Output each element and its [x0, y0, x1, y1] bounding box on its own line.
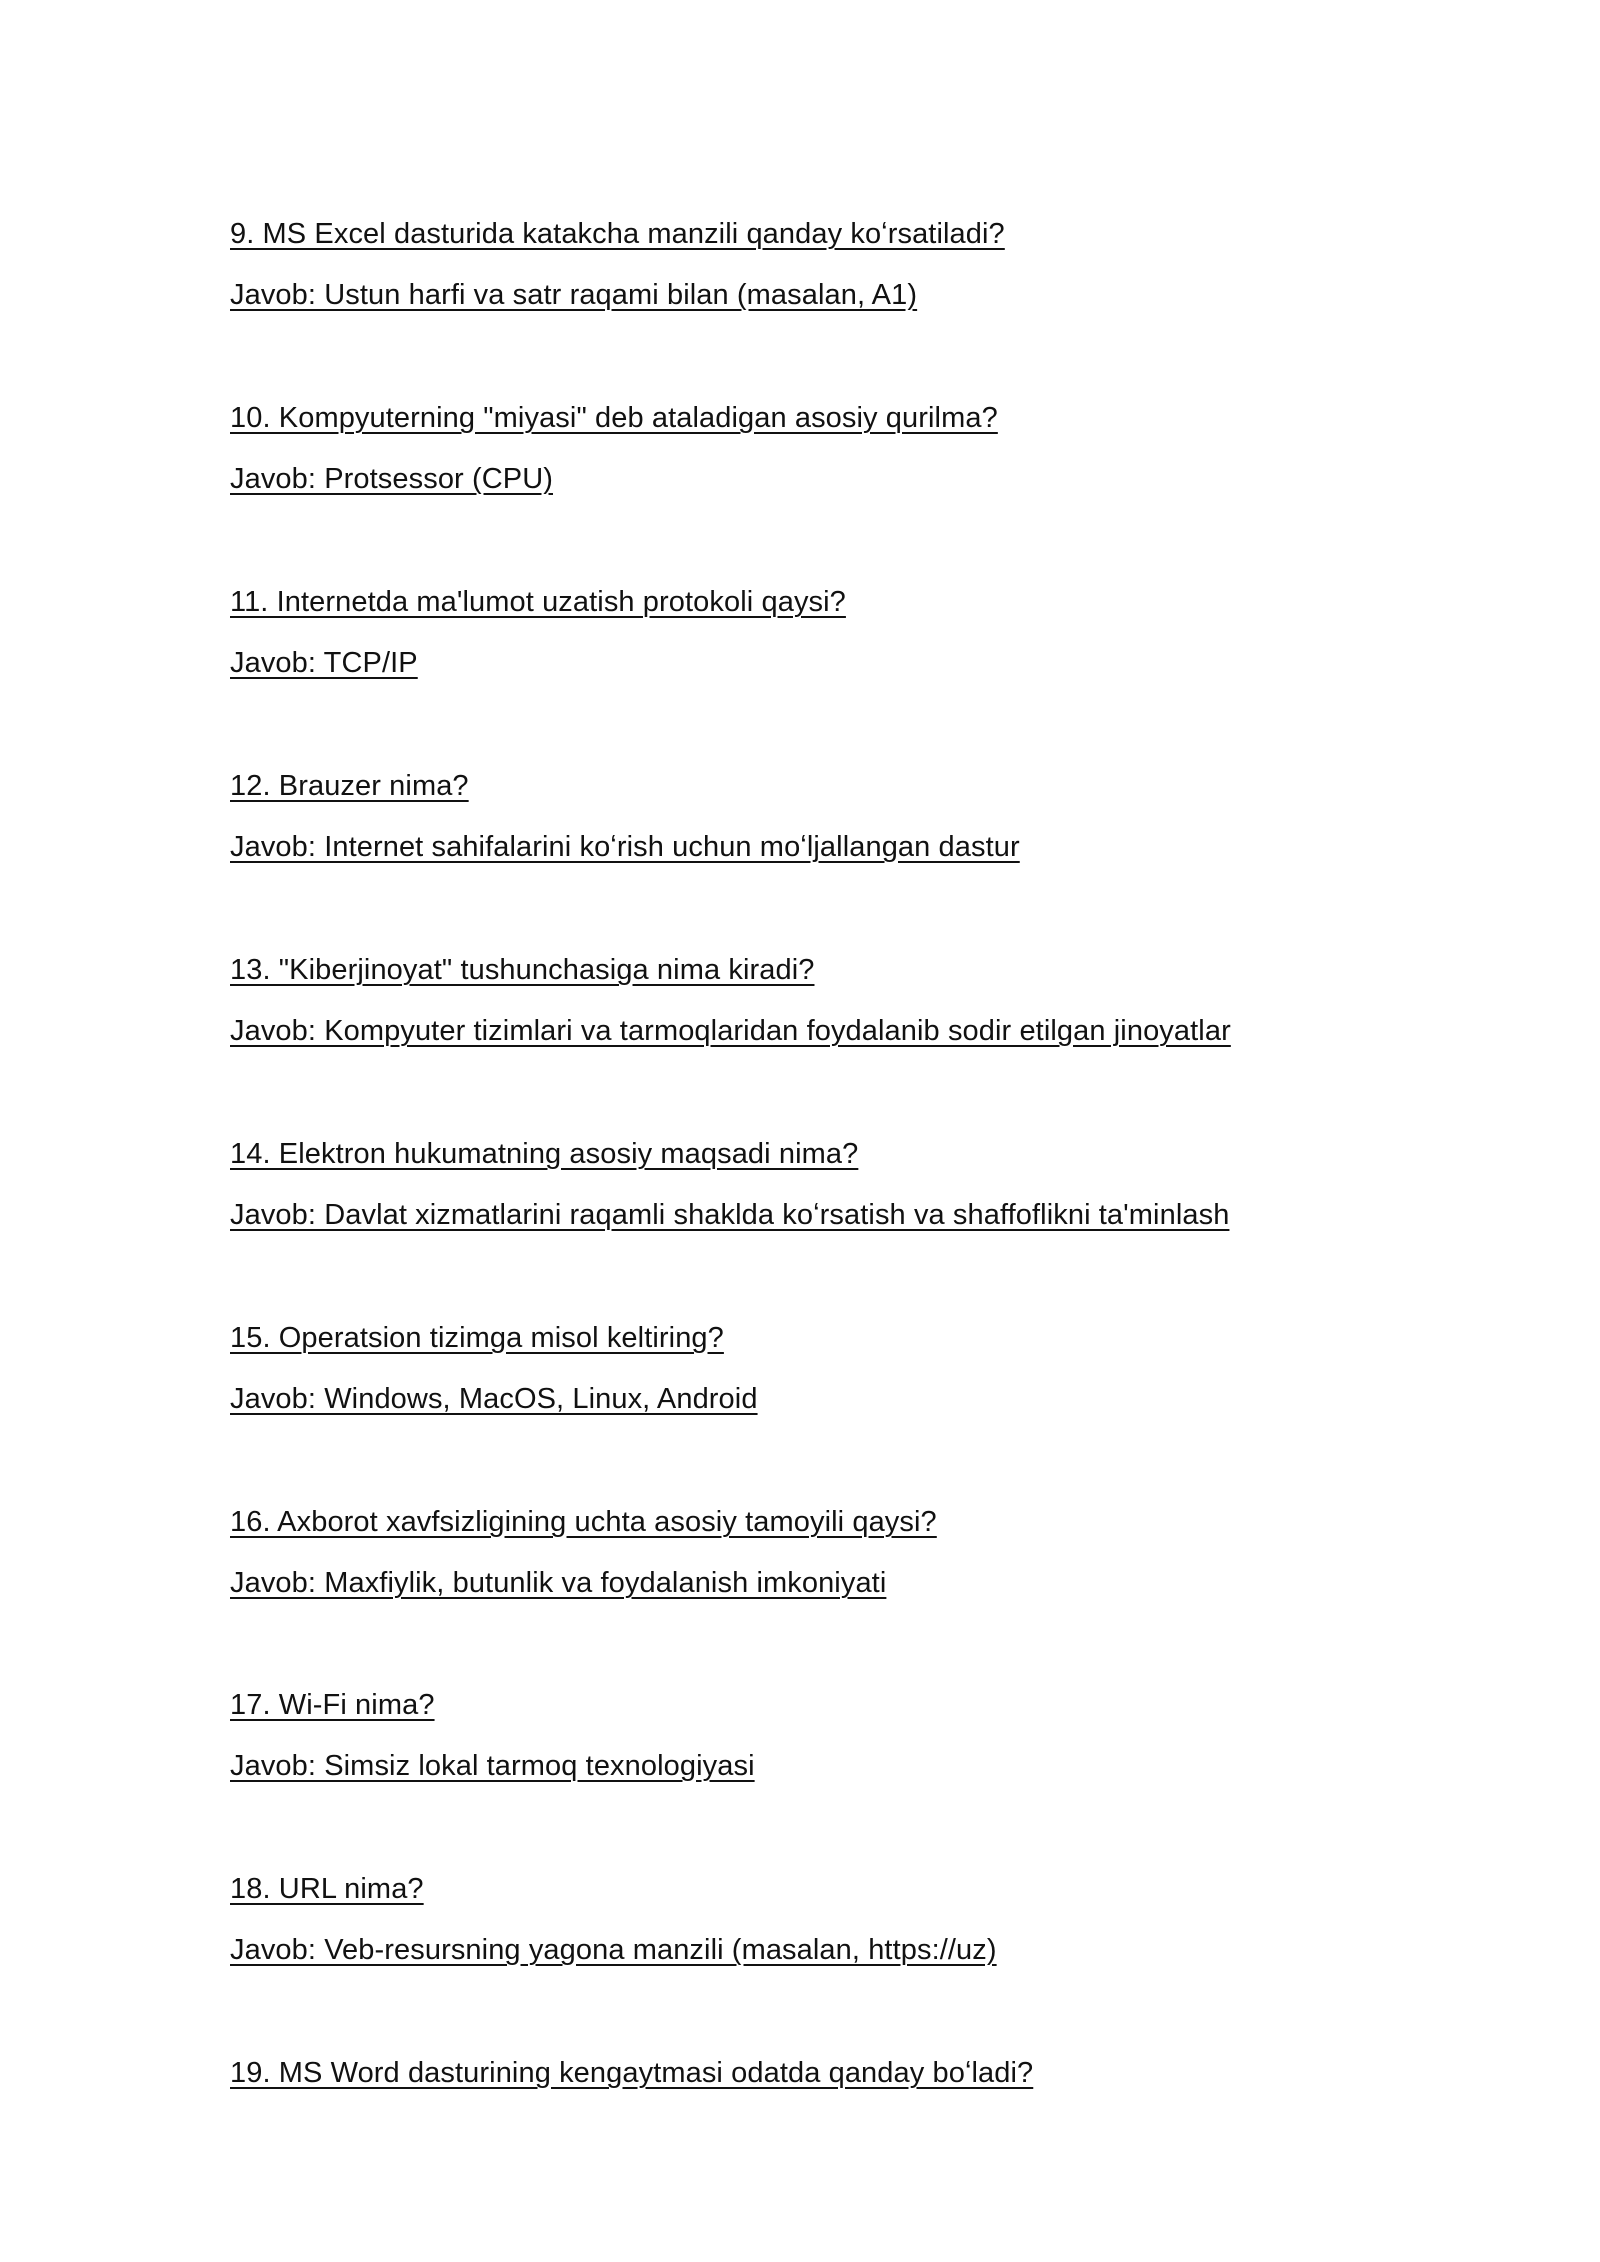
answer-text: Javob: Internet sahifalarini koʻrish uchun moʻljallangan dastur	[230, 831, 1020, 863]
question-text: 13. "Kiberjinoyat" tushunchasiga nima kiradi?	[230, 954, 815, 986]
qa-item-14	[230, 1136, 1370, 1276]
qa-item-11	[230, 584, 1370, 724]
answer-text: Javob: Maxfiylik, butunlik va foydalanish imkoniyati	[230, 1567, 887, 1599]
question-text: 19. MS Word dasturining kengaytmasi odatda qanday boʻladi?	[230, 2057, 1034, 2089]
qa-item-9	[230, 216, 1370, 356]
question-text: 14. Elektron hukumatning asosiy maqsadi nima?	[230, 1138, 859, 1170]
qa-item-15	[230, 1320, 1370, 1460]
answer-text: Javob: Windows, MacOS, Linux, Android	[230, 1383, 758, 1415]
qa-item-13	[230, 952, 1370, 1092]
question-text: 12. Brauzer nima?	[230, 770, 469, 802]
qa-item-18	[230, 1871, 1370, 2011]
answer-text: Javob: Davlat xizmatlarini raqamli shaklda koʻrsatish va shaffoflikni ta'minlash	[230, 1199, 1230, 1231]
question-text: 11. Internetda ma'lumot uzatish protokoli qaysi?	[230, 586, 846, 618]
question-text: 15. Operatsion tizimga misol keltiring?	[230, 1322, 724, 1354]
qa-item-19	[230, 2055, 1370, 2195]
answer-text: Javob: Simsiz lokal tarmoq texnologiyasi	[230, 1750, 755, 1782]
answer-text: Javob: Ustun harfi va satr raqami bilan (masalan, A1)	[230, 279, 918, 311]
answer-text: Javob: Kompyuter tizimlari va tarmoqlaridan foydalanib sodir etilgan jinoyatlar	[230, 1015, 1231, 1047]
qa-item-17	[230, 1687, 1370, 1827]
qa-item-16	[230, 1504, 1370, 1644]
answer-text: Javob: Protsessor (CPU)	[230, 463, 553, 495]
question-text: 17. Wi-Fi nima?	[230, 1689, 435, 1721]
question-text: 9. MS Excel dasturida katakcha manzili qanday koʻrsatiladi?	[230, 218, 1005, 250]
question-text: 10. Kompyuterning "miyasi" deb ataladigan asosiy qurilma?	[230, 402, 998, 434]
question-text: 18. URL nima?	[230, 1873, 424, 1905]
qa-item-10	[230, 400, 1370, 540]
qa-item-12	[230, 768, 1370, 908]
question-text: 16. Axborot xavfsizligining uchta asosiy tamoyili qaysi?	[230, 1506, 937, 1538]
answer-text: Javob: Veb-resursning yagona manzili (masalan, https://uz)	[230, 1934, 997, 1966]
answer-text: Javob: TCP/IP	[230, 647, 418, 679]
